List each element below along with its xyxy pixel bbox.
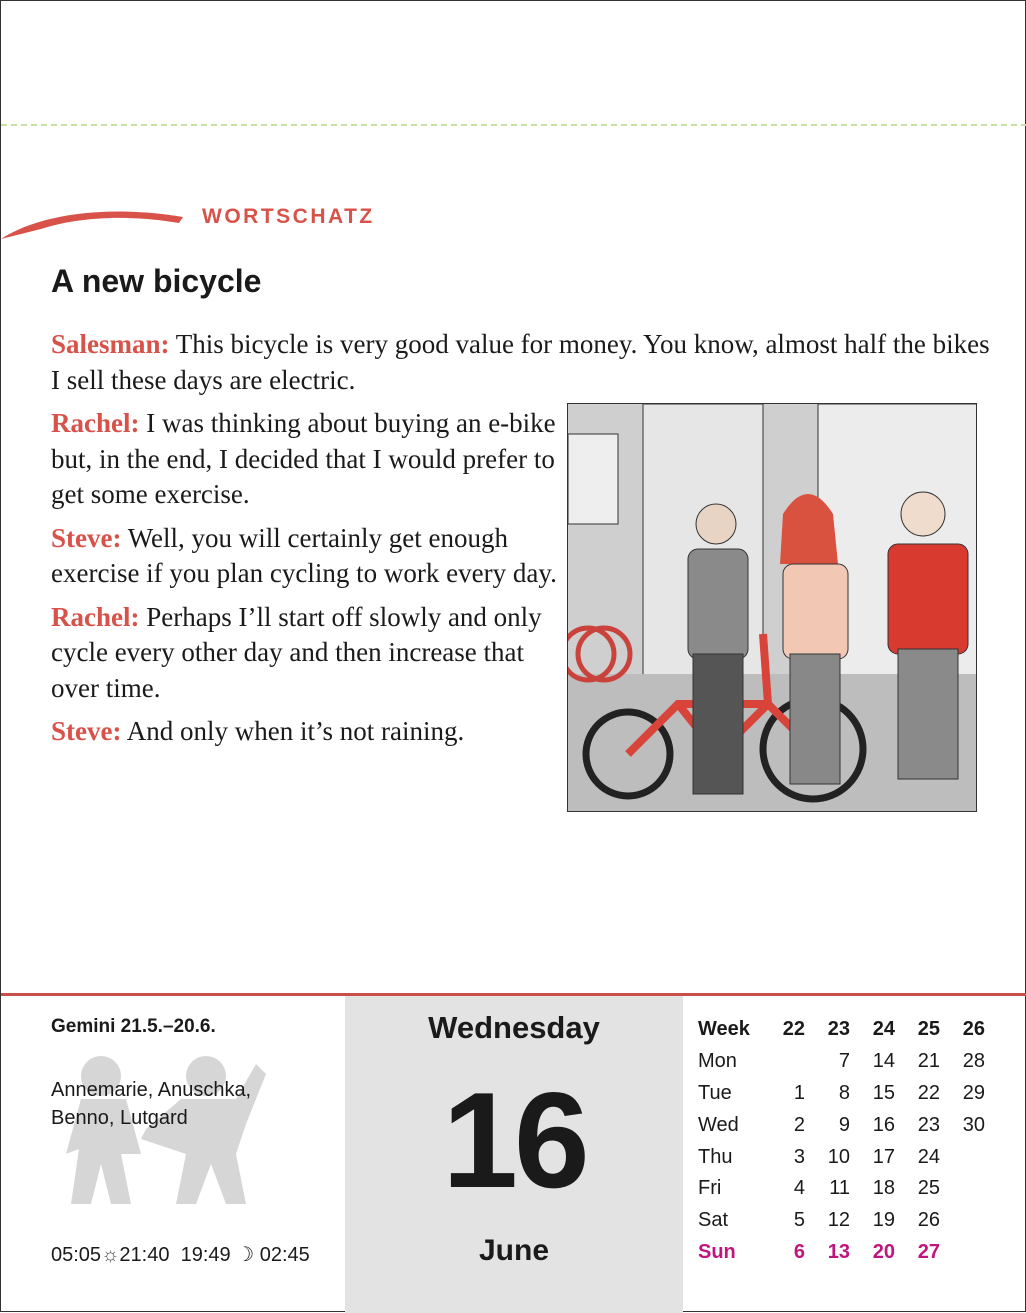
calendar-cell: 26 xyxy=(917,1209,940,1232)
calendar-cell xyxy=(760,1046,805,1078)
calendar-cell xyxy=(940,1141,985,1173)
speaker: Steve: xyxy=(51,522,122,553)
calendar-row-label: Wed xyxy=(698,1113,739,1136)
line-text: Perhaps I’ll start off slowly and only cycle every other day and then increase that over time. xyxy=(51,601,542,703)
calendar-cell: 15 xyxy=(872,1081,895,1104)
calendar-row xyxy=(698,1173,985,1205)
sunset: 21:40 xyxy=(119,1244,170,1266)
calendar-cell: 22 xyxy=(917,1081,940,1104)
moonrise: 19:49 xyxy=(180,1244,231,1266)
line-text: Well, you will certainly get enough exercise if you plan cycling to work every day. xyxy=(51,522,557,588)
calendar-cell: 16 xyxy=(872,1113,895,1136)
calendar-cell: 27 xyxy=(917,1240,940,1263)
calendar-cell: 4 xyxy=(793,1177,805,1200)
line-text: I was thinking about buying an e-bike but, in the end, I decided that I would prefer to get some exercise. xyxy=(51,408,556,509)
calendar-cell: 9 xyxy=(838,1113,850,1136)
speaker: Rachel: xyxy=(51,601,140,632)
name-days: Annemarie, Anuschka, Benno, Lutgard xyxy=(51,1079,252,1129)
calendar-row-label: Tue xyxy=(698,1081,732,1104)
calendar-cell: 18 xyxy=(872,1177,895,1200)
calendar-cell: 12 xyxy=(827,1209,850,1232)
calendar-row xyxy=(698,1014,985,1046)
swoosh-decoration xyxy=(1,201,186,241)
sunrise: 05:05 xyxy=(51,1244,102,1266)
calendar-cell: 10 xyxy=(827,1145,850,1168)
calendar-cell: 26 xyxy=(962,1018,985,1041)
day-number: 16 xyxy=(442,1064,586,1216)
sun-moon-times xyxy=(51,1242,310,1267)
calendar-cell: 23 xyxy=(827,1018,850,1041)
calendar-cell: 2 xyxy=(793,1113,805,1136)
speaker: Salesman: xyxy=(51,329,170,359)
calendar-cell: 25 xyxy=(917,1177,940,1200)
calendar-cell: 22 xyxy=(782,1018,805,1041)
calendar-cell: 7 xyxy=(838,1050,850,1073)
dialog-line xyxy=(51,600,566,707)
calendar-row xyxy=(698,1078,985,1110)
calendar-cell: 8 xyxy=(838,1081,850,1104)
month: June xyxy=(478,1234,550,1267)
calendar-cell xyxy=(940,1205,985,1237)
day-info-panel xyxy=(1,996,345,1313)
dialog-line xyxy=(51,406,566,513)
speaker: Rachel: xyxy=(51,408,140,438)
calendar-cell: 3 xyxy=(793,1145,805,1168)
line-text: And only when it’s not raining. xyxy=(121,716,465,746)
calendar-cell: 19 xyxy=(872,1209,895,1232)
calendar-cell: 13 xyxy=(827,1240,850,1263)
dialog-line xyxy=(51,714,566,750)
moonset: 02:45 xyxy=(259,1244,310,1266)
calendar-cell: 6 xyxy=(793,1240,805,1263)
calendar-cell: 25 xyxy=(917,1018,940,1041)
calendar-row-label: Mon xyxy=(698,1050,737,1073)
calendar-row-label: Sat xyxy=(698,1209,729,1232)
calendar-cell: 17 xyxy=(872,1145,895,1168)
calendar-cell: 21 xyxy=(917,1050,940,1073)
calendar-row-label: Sun xyxy=(698,1240,736,1263)
page-title: A new bicycle xyxy=(51,263,262,299)
calendar-table xyxy=(698,1014,985,1268)
speaker: Steve: xyxy=(51,716,122,746)
cut-line xyxy=(1,124,1026,126)
calendar-cell xyxy=(940,1173,985,1205)
calendar-cell: 20 xyxy=(872,1240,895,1263)
calendar-row xyxy=(698,1109,985,1141)
calendar-row-label: Thu xyxy=(698,1145,733,1168)
dialog-line xyxy=(51,327,991,398)
calendar-cell: 29 xyxy=(962,1081,985,1104)
calendar-row xyxy=(698,1237,985,1269)
calendar-cell: 30 xyxy=(962,1113,985,1136)
calendar-row xyxy=(698,1141,985,1173)
calendar-cell xyxy=(940,1237,985,1269)
calendar-cell: 24 xyxy=(872,1018,895,1041)
weekday: Wednesday xyxy=(428,1010,600,1045)
calendar-cell: 5 xyxy=(793,1209,805,1232)
sun-icon: ☼ xyxy=(101,1244,120,1266)
calendar-cell: 1 xyxy=(793,1081,805,1104)
section-label: WORTSCHATZ xyxy=(202,205,375,228)
calendar-row xyxy=(698,1205,985,1237)
calendar-cell: 11 xyxy=(829,1177,850,1200)
calendar-cell: 23 xyxy=(917,1113,940,1136)
calendar-row xyxy=(698,1046,985,1078)
calendar-cell: 28 xyxy=(962,1050,985,1073)
zodiac-sign: Gemini 21.5.–20.6. xyxy=(51,1016,216,1037)
calendar-row-label: Fri xyxy=(698,1177,722,1200)
month-calendar xyxy=(683,996,1026,1313)
moon-icon: ☽ xyxy=(236,1244,255,1266)
dialog-line xyxy=(51,521,566,592)
calendar-cell: 14 xyxy=(872,1050,895,1073)
date-panel xyxy=(345,996,683,1313)
calendar-row-label: Week xyxy=(698,1018,750,1041)
line-text: This bicycle is very good value for money. You know, almost half the bikes I sell these days are electric. xyxy=(51,329,990,395)
bike-shop-illustration xyxy=(567,403,977,812)
calendar-cell: 24 xyxy=(917,1145,940,1168)
